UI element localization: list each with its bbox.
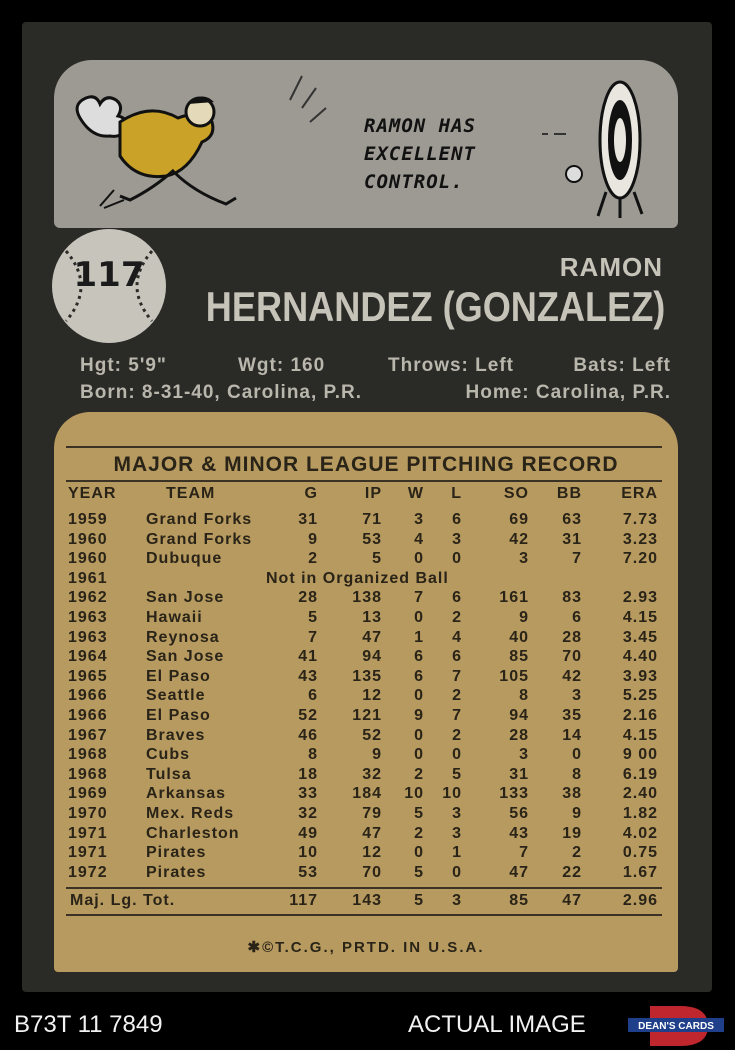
cell-l: 3 — [452, 824, 462, 842]
cell-so: 94 — [509, 707, 529, 724]
cell-ip: 79 — [362, 805, 382, 822]
cell-year: 1963 — [68, 628, 108, 646]
cell-bb: 14 — [562, 726, 582, 744]
cell-team: Hawaii — [146, 609, 203, 626]
cell-so: 85 — [509, 648, 529, 666]
cell-w: 6 — [414, 648, 424, 666]
cell-bb: 31 — [562, 530, 582, 548]
logo-text: DEAN'S CARDS — [638, 1021, 714, 1032]
totals-bb: 47 — [562, 892, 582, 909]
copyright-credit: ✱©T.C.G., PRTD. IN U.S.A. — [247, 939, 485, 956]
cell-w: 0 — [414, 687, 424, 705]
bio-bats: Bats: Left — [573, 355, 671, 376]
cartoon-panel — [54, 60, 678, 228]
cell-w: 2 — [414, 824, 424, 842]
cell-year: 1966 — [68, 687, 108, 705]
cell-l: 0 — [452, 746, 462, 764]
cell-w: 3 — [414, 511, 424, 528]
column-header-team: TEAM — [166, 485, 216, 502]
cell-year: 1959 — [68, 511, 108, 528]
inventory-sku: B73T 11 7849 — [14, 1011, 163, 1038]
cell-ip: 47 — [362, 628, 382, 646]
cell-l: 2 — [452, 609, 462, 626]
cell-so: 56 — [509, 805, 529, 822]
cell-ip: 13 — [362, 609, 382, 626]
cell-g: 31 — [298, 511, 318, 528]
cell-team: Grand Forks — [146, 511, 253, 528]
cell-l: 6 — [452, 511, 462, 528]
cell-bb: 9 — [572, 805, 582, 822]
cell-so: 69 — [509, 511, 529, 528]
cell-w: 5 — [414, 805, 424, 822]
bio-weight: Wgt: 160 — [238, 355, 326, 376]
actual-image-label: ACTUAL IMAGE — [408, 1011, 586, 1038]
cell-era: 4.15 — [622, 726, 658, 744]
cell-g: 43 — [298, 667, 318, 685]
cartoon-caption — [364, 112, 476, 196]
cell-team: San Jose — [146, 648, 225, 666]
cell-w: 9 — [414, 707, 424, 724]
cell-team: Dubuque — [146, 550, 223, 568]
cell-year: 1960 — [68, 550, 108, 568]
cell-so: 3 — [519, 550, 529, 568]
cell-g: 5 — [308, 609, 318, 626]
cell-w: 0 — [414, 609, 424, 626]
cell-so: 28 — [509, 726, 529, 744]
cell-team: Grand Forks — [146, 530, 253, 548]
cell-w: 2 — [414, 765, 424, 783]
cell-so: 42 — [509, 530, 529, 548]
cell-bb: 35 — [562, 707, 582, 724]
cell-ip: 32 — [362, 765, 382, 783]
cell-l: 3 — [452, 530, 462, 548]
cell-l: 0 — [452, 550, 462, 568]
cell-w: 6 — [414, 667, 424, 685]
cell-l: 4 — [452, 628, 462, 646]
cell-era: 1.82 — [622, 805, 658, 822]
card-number: 117 — [73, 255, 145, 295]
cell-w: 0 — [414, 726, 424, 744]
cell-team: Arkansas — [146, 785, 227, 803]
cell-so: 31 — [509, 765, 529, 783]
cell-bb: 22 — [562, 863, 582, 881]
cell-g: 6 — [308, 687, 318, 705]
cell-l: 6 — [452, 589, 462, 607]
cell-ip: 71 — [362, 511, 382, 528]
cell-g: 2 — [308, 550, 318, 568]
totals-label: Maj. Lg. Tot. — [70, 892, 176, 909]
cell-era: 6.19 — [622, 765, 658, 783]
cell-era: 3.93 — [622, 667, 658, 685]
column-header-ip: IP — [364, 485, 382, 502]
cell-g: 49 — [298, 824, 318, 842]
column-header-so: SO — [503, 485, 529, 502]
cell-era: 4.40 — [622, 648, 658, 666]
cell-ip: 9 — [372, 746, 382, 764]
totals-so: 85 — [509, 892, 529, 909]
divider — [66, 887, 662, 889]
cell-ip: 70 — [362, 863, 382, 881]
cell-year: 1969 — [68, 785, 108, 803]
cell-era: 0.75 — [622, 844, 658, 862]
cell-ip: 47 — [362, 824, 382, 842]
cell-era: 2.93 — [622, 589, 658, 607]
column-header-l: L — [451, 485, 462, 502]
bio-home: Home: Carolina, P.R. — [465, 382, 671, 403]
cell-so: 3 — [519, 746, 529, 764]
divider — [66, 446, 662, 448]
cell-bb: 70 — [562, 648, 582, 666]
cell-ip: 52 — [362, 726, 382, 744]
cell-team: Tulsa — [146, 765, 192, 783]
cell-team: El Paso — [146, 707, 211, 724]
cell-era: 9 00 — [622, 746, 658, 764]
cell-g: 41 — [298, 648, 318, 666]
bio-throws: Throws: Left — [388, 355, 514, 376]
column-header-bb: BB — [556, 485, 582, 502]
cell-bb: 6 — [572, 609, 582, 626]
cell-so: 105 — [499, 667, 529, 685]
cell-l: 2 — [452, 687, 462, 705]
cell-so: 7 — [519, 844, 529, 862]
cell-era: 1.67 — [622, 863, 658, 881]
cell-team: Charleston — [146, 824, 240, 842]
cell-era: 3.45 — [622, 628, 658, 646]
player-last-name: HERNANDEZ (GONZALEZ) — [205, 283, 665, 330]
cell-g: 52 — [298, 707, 318, 724]
cell-g: 8 — [308, 746, 318, 764]
deans-cards-logo — [628, 1004, 724, 1046]
cell-w: 0 — [414, 746, 424, 764]
cell-ip: 53 — [362, 530, 382, 548]
cell-w: 0 — [414, 844, 424, 862]
cell-year: 1968 — [68, 746, 108, 764]
cell-ip: 12 — [362, 687, 382, 705]
cell-l: 10 — [442, 785, 462, 803]
cell-year: 1971 — [68, 824, 108, 842]
cell-l: 7 — [452, 667, 462, 685]
cell-year: 1970 — [68, 805, 108, 822]
cell-year: 1962 — [68, 589, 108, 607]
cell-bb: 2 — [572, 844, 582, 862]
cell-bb: 38 — [562, 785, 582, 803]
cell-ip: 138 — [352, 589, 382, 607]
cell-ip: 184 — [352, 785, 382, 803]
cell-w: 7 — [414, 589, 424, 607]
record-title: MAJOR & MINOR LEAGUE PITCHING RECORD — [113, 453, 619, 476]
cell-era: 7.73 — [622, 511, 658, 528]
cell-era: 2.16 — [622, 707, 658, 724]
cell-so: 9 — [519, 609, 529, 626]
totals-ip: 143 — [352, 892, 382, 909]
cell-bb: 8 — [572, 765, 582, 783]
cell-w: 10 — [404, 785, 424, 803]
totals-w: 5 — [414, 892, 424, 909]
cell-l: 7 — [452, 707, 462, 724]
cell-ip: 5 — [372, 550, 382, 568]
cell-bb: 19 — [562, 824, 582, 842]
cell-team: El Paso — [146, 667, 211, 685]
cell-l: 1 — [452, 844, 462, 862]
bio-born: Born: 8-31-40, Carolina, P.R. — [80, 382, 363, 403]
column-header-w: W — [407, 485, 424, 502]
bio-height: Hgt: 5'9" — [80, 355, 167, 376]
cell-so: 161 — [499, 589, 529, 607]
cell-bb: 3 — [572, 687, 582, 705]
cell-year: 1963 — [68, 609, 108, 626]
totals-g: 117 — [289, 892, 318, 909]
cell-g: 18 — [298, 765, 318, 783]
cell-g: 9 — [308, 530, 318, 548]
cell-g: 7 — [308, 628, 318, 646]
divider — [66, 914, 662, 916]
cell-l: 0 — [452, 863, 462, 881]
cell-l: 6 — [452, 648, 462, 666]
cell-team: Cubs — [146, 746, 190, 764]
cell-bb: 28 — [562, 628, 582, 646]
cell-year: 1968 — [68, 765, 108, 783]
cell-g: 46 — [298, 726, 318, 744]
cell-g: 53 — [298, 863, 318, 881]
cell-g: 28 — [298, 589, 318, 607]
cell-year: 1972 — [68, 863, 108, 881]
column-header-g: G — [304, 485, 318, 502]
cell-so: 8 — [519, 687, 529, 705]
cell-g: 33 — [298, 785, 318, 803]
cell-team: Pirates — [146, 844, 207, 862]
cell-team: Reynosa — [146, 628, 220, 646]
cell-era: 4.15 — [622, 609, 658, 626]
cell-bb: 63 — [562, 511, 582, 528]
cell-so: 133 — [499, 785, 529, 803]
cell-bb: 7 — [572, 550, 582, 568]
cell-l: 2 — [452, 726, 462, 744]
cell-year: 1966 — [68, 707, 108, 724]
cell-l: 3 — [452, 805, 462, 822]
cell-era: 5.25 — [622, 687, 658, 705]
cell-year: 1961 — [68, 569, 108, 587]
cell-era: 7.20 — [622, 550, 658, 568]
divider — [66, 480, 662, 482]
totals-l: 3 — [452, 892, 462, 909]
cell-team: Braves — [146, 726, 206, 744]
cell-era: 2.40 — [622, 785, 658, 803]
cell-era: 4.02 — [622, 824, 658, 842]
cell-era: 3.23 — [622, 530, 658, 548]
cell-ip: 94 — [362, 648, 382, 666]
player-first-name: RAMON — [559, 252, 663, 282]
cell-bb: 42 — [562, 667, 582, 685]
cell-g: 32 — [298, 805, 318, 822]
cell-year: 1960 — [68, 530, 108, 548]
cell-bb: 83 — [562, 589, 582, 607]
totals-era: 2.96 — [622, 892, 658, 909]
cell-so: 40 — [509, 628, 529, 646]
cell-ip: 12 — [362, 844, 382, 862]
cell-year: 1971 — [68, 844, 108, 862]
column-header-era: ERA — [621, 485, 658, 502]
cell-team: Mex. Reds — [146, 805, 235, 822]
cell-so: 47 — [509, 863, 529, 881]
caption-line-2: EXCELLENT — [364, 143, 476, 165]
cell-ip: 121 — [352, 707, 382, 724]
cell-year: 1967 — [68, 726, 108, 744]
cell-w: 4 — [414, 530, 424, 548]
cell-w: 0 — [414, 550, 424, 568]
cell-w: 1 — [414, 628, 424, 646]
cell-team: San Jose — [146, 589, 225, 607]
cell-ip: 135 — [352, 667, 382, 685]
cell-so: 43 — [509, 824, 529, 842]
column-header-year: YEAR — [68, 485, 117, 502]
cell-w: 5 — [414, 863, 424, 881]
cell-bb: 0 — [572, 746, 582, 764]
cell-note: Not in Organized Ball — [266, 569, 449, 587]
caption-line-3: CONTROL. — [364, 171, 464, 193]
cell-l: 5 — [452, 765, 462, 783]
cell-year: 1965 — [68, 667, 108, 685]
cell-g: 10 — [298, 844, 318, 862]
cell-team: Pirates — [146, 863, 207, 881]
cell-team: Seattle — [146, 687, 206, 705]
caption-line-1: RAMON HAS — [364, 115, 476, 137]
cell-year: 1964 — [68, 648, 108, 666]
